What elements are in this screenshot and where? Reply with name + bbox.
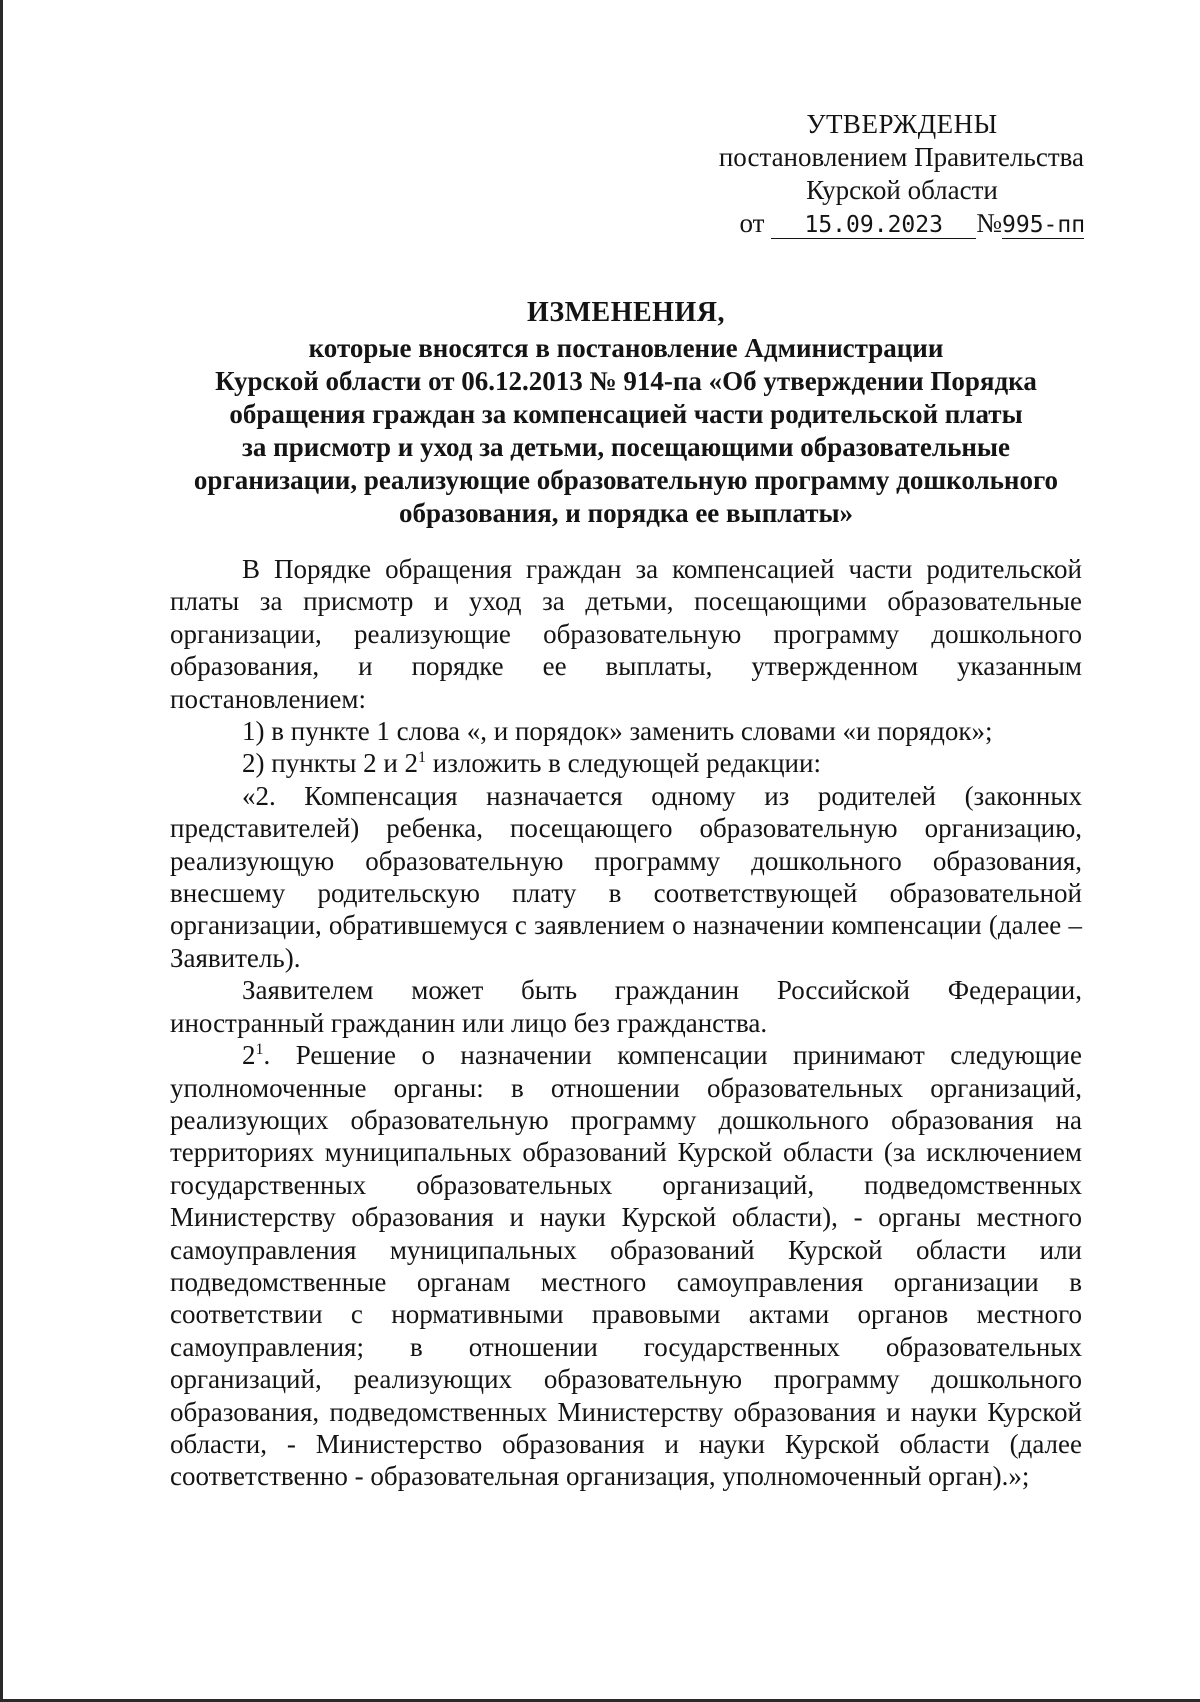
approval-from-label: от <box>739 208 765 238</box>
heading-line-6: образования, и порядка ее выплаты» <box>398 498 854 528</box>
item-2-suffix: изложить в следующей редакции: <box>426 748 821 779</box>
intro-paragraph: В Порядке обращения граждан за компенсацией части родительской платы за присмотр и уход за детьми, посещающими образовательные организации, реализующие образовательную программу дошкольного образования, и порядке ее выплаты, утвержденном указанным постановлением: <box>170 554 1082 714</box>
approval-number-line <box>700 207 1084 240</box>
item-2-superscript: 1 <box>418 749 427 767</box>
item-2 <box>170 747 1082 779</box>
paragraph-applicant: Заявителем может быть гражданин Российской Федерации, иностранный гражданин или лицо без гражданства. <box>170 975 1082 1038</box>
heading-title: ИЗМЕНЕНИЯ, <box>527 297 725 328</box>
item-2-prefix: 2) пункты 2 и 2 <box>242 748 419 779</box>
approval-date: 15.09.2023 <box>771 212 976 239</box>
heading-line-2: Курской области от 06.12.2013 № 914-па «Об утверждении Порядка <box>215 366 1037 396</box>
approval-title: УТВЕРЖДЕНЫ <box>806 109 998 139</box>
document-body <box>170 553 1082 1493</box>
paragraph-2-1-superscript: 1 <box>255 1041 264 1059</box>
paragraph-2-1 <box>170 1039 1082 1493</box>
paragraph-2-1-number: 2 <box>242 1040 256 1071</box>
heading-line-5: организации, реализующие образовательную программу дошкольного <box>193 465 1059 495</box>
approval-line-1: постановлением Правительства <box>718 142 1084 172</box>
approval-stamp <box>700 108 1084 240</box>
heading-line-3: обращения граждан за компенсацией части родительской платы <box>229 399 1023 429</box>
heading-line-4: за присмотр и уход за детьми, посещающими образовательные <box>242 432 1010 462</box>
approval-number-label: № <box>976 208 1002 238</box>
item-1: 1) в пункте 1 слова «, и порядок» заменить словами «и порядок»; <box>242 716 993 747</box>
paragraph-2-1-text: . Решение о назначении компенсации принимают следующие уполномоченные органы: в отношении образовательных организаций, реализующих образовательную программу дошкольного образования на территориях муниципальных образований Курской области (за исключением государственных образовательных организаций, подведомственных Министерству образования и науки Курской области), - органы местного самоуправления муниципальных образований Курской области или подведомственные органам местного самоуправления организации в соответствии с нормативными правовыми актами органов местного самоуправления; в отношении государственных образовательных организаций, реализующих образовательную программу дошкольного образования, подведомственных Министерству образования и науки Курской области, - Министерство образования и науки Курской области (далее соответственно - образовательная организация, уполномоченный орган).»; <box>170 1040 1082 1492</box>
scan-edge-left <box>0 0 3 1702</box>
paragraph-2: «2. Компенсация назначается одному из родителей (законных представителей) ребенка, посещающего образовательную организацию, реализующую образовательную программу дошкольного образования, внесшему родительскую плату в соответствующей образовательной организации, обратившемуся с заявлением о назначении компенсации (далее – Заявитель). <box>170 780 1082 973</box>
approval-line-2: Курской области <box>806 175 998 205</box>
document-heading <box>170 296 1082 530</box>
approval-number: 995-пп <box>1002 212 1086 238</box>
heading-line-1: которые вносятся в постановление Администрации <box>308 333 944 363</box>
